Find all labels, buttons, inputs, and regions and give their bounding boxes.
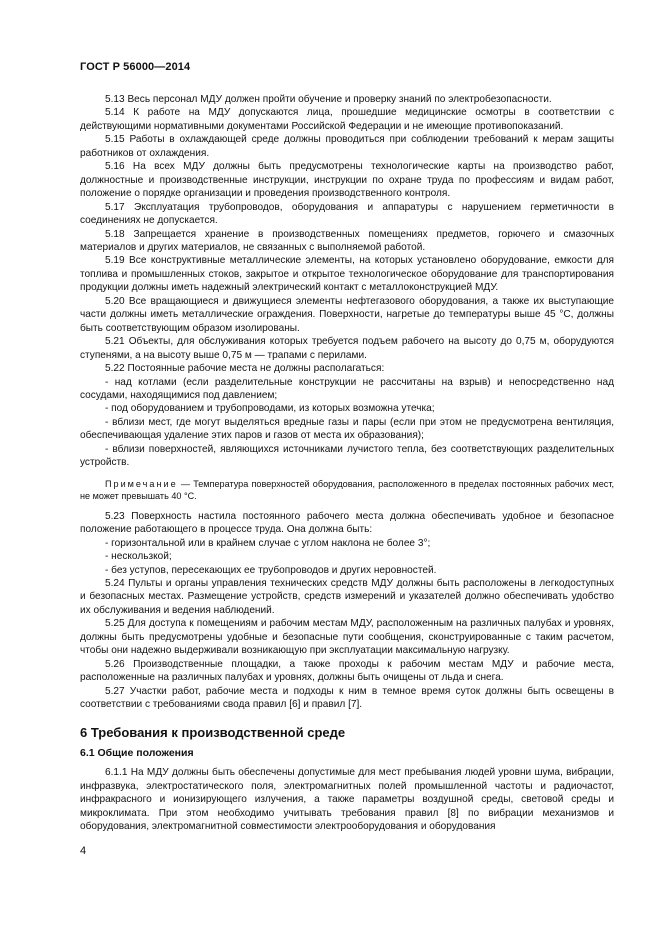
page-number: 4 bbox=[80, 845, 87, 857]
document-header: ГОСТ Р 56000—2014 bbox=[80, 61, 191, 73]
paragraph-5-24: 5.24 Пульты и органы управления технических средств МДУ должны быть расположены в легкодоступных и безопасных местах. Размещение устройств, средств измерений и указателей должно обеспечивать удобство их обслуживания и ведения наблюдений. bbox=[80, 577, 614, 616]
list-item-boilers: - над котлами (если разделительные конструкции не рассчитаны на взрыв) и непосредственно над сосудами, находящимися под давлением; bbox=[80, 376, 614, 401]
list-item-harmful-gases: - вблизи мест, где могут выделяться вредные газы и пары (если при этом не предусмотрена вентиляция, обеспечивающая удаление этих паров и газов от места их образования); bbox=[80, 416, 614, 442]
note-text: — Температура поверхностей оборудования, расположенного в пределах постоянных рабочих мест, не может превышать 40 °С. bbox=[80, 478, 615, 501]
list-item-non-slip: - нескользкой; bbox=[105, 551, 172, 563]
list-item-under-equipment: - под оборудованием и трубопроводами, из которых возможна утечка; bbox=[105, 403, 435, 415]
section-title: 6 Требования к производственной среде bbox=[80, 725, 346, 741]
paragraph-5-15: 5.15 Работы в охлаждающей среде должны проводиться при соблюдении требований к мерам защиты работников от охлаждения. bbox=[80, 134, 614, 159]
paragraph-5-18: 5.18 Запрещается хранение в производственных помещениях предметов, горючего и смазочных материалов и других материалов, не связанных с выполняемой работой. bbox=[80, 228, 614, 253]
paragraph-5-21: 5.21 Объекты, для обслуживания которых требуется подъем рабочего на высоту до 0,75 м, оборудуются ступенями, а на высоту выше 0,75 м — трапами с перилами. bbox=[80, 336, 614, 361]
paragraph-5-19: 5.19 Все конструктивные металлические элементы, на которых установлено оборудование, емкости для топлива и промышленных стоков, закрытое и открытое технологическое оборудование для транспортирования продукции должны иметь надежный электрический контакт с металлоконструкцией МДУ. bbox=[80, 255, 614, 294]
paragraph-5-14: 5.14 К работе на МДУ допускаются лица, прошедшие медицинские осмотры в соответствии с действующими нормативными документами Российской Федерации и не имеющие противопоказаний. bbox=[80, 107, 614, 132]
paragraph-6-1-1: 6.1.1 На МДУ должны быть обеспечены допустимые для мест пребывания людей уровни шума, вибрации, инфразвука, электростатического поля, электромагнитных полей промышленной частоты и радиочастот, инфракрасного и ионизирующего излучения, а также параметры воздушной среды, световой среды и микроклимата. При этом необходимо учитывать требования правил [8] по вибрации механизмов и оборудования, электромагнитной совместимости электрооборудования и оборудования bbox=[80, 767, 614, 833]
subsection-title: 6.1 Общие положения bbox=[80, 747, 194, 760]
list-item-no-ledges: - без уступов, пересекающих ее трубопроводов и других неровностей. bbox=[105, 564, 437, 576]
document-body bbox=[80, 93, 614, 834]
list-item-horizontal: - горизонтальной или в крайнем случае с углом наклона не более 3°; bbox=[105, 537, 431, 549]
paragraph-5-25: 5.25 Для доступа к помещениям и рабочим местам МДУ, расположенным на различных палубах и уровнях, должны быть предусмотрены удобные и безопасные пути сообщения, сконструированные с таким расчетом, чтобы они надежно выдерживали возникающую при эксплуатации максимальную нагрузку. bbox=[80, 618, 614, 657]
paragraph-5-23: 5.23 Поверхность настила постоянного рабочего места должна обеспечивать удобное и безопасное положение работающего в процессе труда. Она должна быть: bbox=[80, 510, 614, 536]
paragraph-5-13: 5.13 Весь персонал МДУ должен пройти обучение и проверку знаний по электробезопасности. bbox=[105, 94, 552, 105]
paragraph-5-26: 5.26 Производственные площадки, а также проходы к рабочим местам МДУ и рабочие места, расположенные на различных палубах и уровнях, должны быть очищены от льда и снега. bbox=[80, 658, 614, 684]
paragraph-5-27: 5.27 Участки работ, рабочие места и подходы к ним в темное время суток должны быть освещены в соответствии с требованиями свода правил [6] и правил [7]. bbox=[80, 685, 614, 711]
list-item-radiant-heat: - вблизи поверхностей, являющихся источниками лучистого тепла, без соответствующих разделительных устройств. bbox=[80, 443, 614, 469]
note bbox=[80, 478, 614, 502]
paragraph-5-17: 5.17 Эксплуатация трубопроводов, оборудования и аппаратуры с нарушением герметичности в соединениях не допускается. bbox=[80, 201, 614, 227]
paragraph-5-22: 5.22 Постоянные рабочие места не должны располагаться: bbox=[105, 363, 385, 375]
note-label: Примечание bbox=[105, 478, 178, 489]
paragraph-5-20: 5.20 Все вращающиеся и движущиеся элементы нефтегазового оборудования, а также их выступающие части должны иметь металлические ограждения. Поверхности, нагретые до температуры выше 45 °С, должны быть соответствующим образом изолированы. bbox=[80, 295, 614, 334]
paragraph-5-16: 5.16 На всех МДУ должны быть предусмотрены технологические карты на производство работ, должностные и производственные инструкции, инструкции по охране труда по профессиям и видам работ, положение о порядке организации и проведения производственного контроля. bbox=[80, 161, 614, 200]
